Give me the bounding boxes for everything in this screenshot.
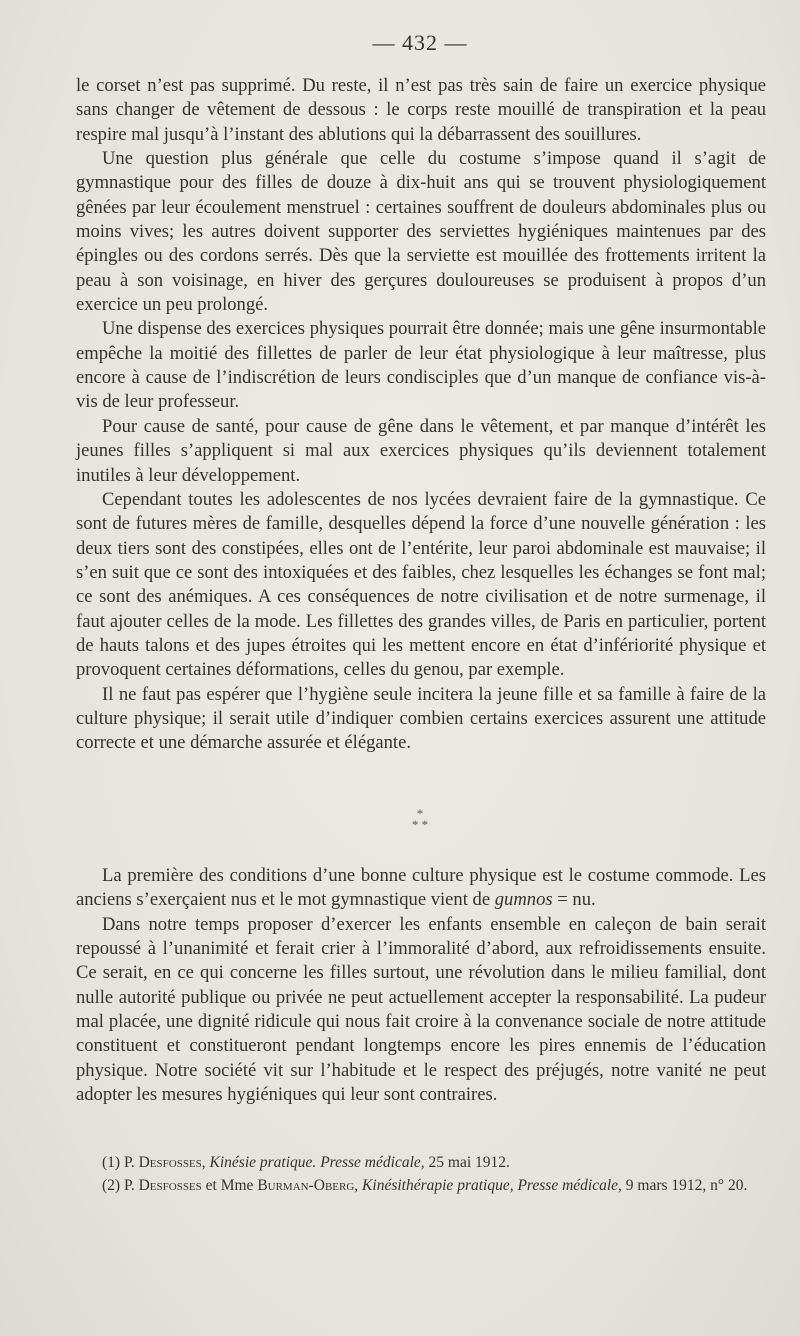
paragraph-modern-times: Dans notre temps proposer d’exercer les enfants ensemble en caleçon de bain serait repoussé à l’unanimité et ferait crier à l’immoralité d’abord, aux refroidissements ensuite. Ce serait, en ce qui concerne les filles surtout, une révolution dans le milieu familial, dont nulle autorité publique ou privée ne peut actuellement accepter la responsabilité. La pudeur mal placée, une dignité ridicule qui nous fait croire à la convenance sociale de notre attitude constituent et constitueront pendant longtemps encore les pires ennemis de l’éducation physique. Notre société vit sur l’habitude et le respect des préjugés, notre vanité ne peut adopter les mesures hygiéniques qui leur sont contraires. bbox=[76, 913, 766, 1106]
paragraph-dispensation: Une dispense des exercices physiques pourrait être donnée; mais une gêne insurmontable empêche la moitié des fillettes de parler de leur état physiologique à leur maîtresse, plus encore à cause de l’indiscrétion de leurs condisciples que d’un manque de confiance vis-à-vis de leur professeur. bbox=[76, 318, 766, 413]
page-number: — 432 — bbox=[372, 30, 468, 55]
footnote-1-journal: Presse médicale, bbox=[320, 1154, 425, 1171]
footnote-2-date: 9 mars 1912, n° 20. bbox=[625, 1177, 748, 1194]
footnote-1-number: (1) bbox=[102, 1154, 121, 1171]
footnote-2-title-mme: Mme bbox=[220, 1177, 254, 1194]
section-separator bbox=[0, 808, 800, 830]
footnote-1-author: P. Desfosses, bbox=[123, 1154, 206, 1171]
second-text-section bbox=[76, 864, 766, 1107]
costume-text-start: La première des conditions d’une bonne culture physique est le costume commode. Les anciens s’exerçaient nus et le mot gymnastique vient de bbox=[76, 865, 766, 911]
paragraph-menstrual-question: Une question plus générale que celle du costume s’impose quand il s’agit de gymnastique pour des filles de douze à dix-huit ans qui se trouvent physiologiquement gênées par leur écoulement menstruel : certaines souffrent de douleurs abdominales plus ou moins vives; les autres doivent supporter des serviettes hygiéniques maintenues par des épingles ou des cordons serrés. Dès que la serviette est mouillée des frottements irritent la peau à son voisinage, en hiver des gerçures douloureuses se produisent à propos d’un exercice un peu prolongé. bbox=[76, 148, 766, 316]
footnote-1-title: Kinésie pratique. bbox=[209, 1154, 317, 1171]
paragraph-adolescents: Cependant toutes les adolescentes de nos lycées devraient faire de la gymnastique. Ce sont de futures mères de famille, desquelles dépend la force d’une nouvelle génération : les deux tiers sont des constipées, elles ont de l’entérite, leur paroi abdominale est mauvaise; il s’en suit que ce sont des intoxiquées et des faibles, chez lesquelles les échanges se font mal; ce sont des anémiques. A ces conséquences de notre civilisation et de notre surmenage, il faut ajouter celles de la mode. Les fillettes des grandes villes, de Paris en particulier, portent de hauts talons et des jupes étroites qui les mettent encore en état d’infériorité physique et provoquent certaines déformations, celles du genou, par exemple. bbox=[76, 488, 766, 681]
main-text-section bbox=[76, 74, 766, 756]
footnote-2-author-1: P. Desfosses bbox=[123, 1177, 202, 1194]
footnotes bbox=[76, 1152, 766, 1198]
paragraph-costume bbox=[76, 864, 766, 913]
footnote-2-author-2: Burman-Oberg, bbox=[257, 1177, 359, 1194]
footnote-2-journal: Presse médicale, bbox=[517, 1177, 622, 1194]
footnote-2 bbox=[76, 1175, 766, 1196]
footnote-1 bbox=[76, 1152, 766, 1173]
separator-bottom-stars: * * bbox=[411, 817, 429, 832]
footnote-1-date: 25 mai 1912. bbox=[428, 1154, 510, 1171]
separator-top-star: * bbox=[416, 806, 424, 821]
costume-text-end: = nu. bbox=[552, 889, 596, 911]
paragraph-continuation: le corset n’est pas supprimé. Du reste, il n’est pas très sain de faire un exercice physique sans changer de vêtement de dessous : le corps reste mouillé de transpiration et la peau respire mal jusqu’à l’instant des ablutions qui la débarrassent des souillures. bbox=[76, 75, 766, 145]
footnote-2-and: et bbox=[205, 1177, 217, 1194]
paragraph-hygiene: Il ne faut pas espérer que l’hygiène seule incitera la jeune fille et sa famille à faire de la culture physique; il serait utile d’indiquer combien certains exercices assurent une attitude correcte et une démarche assurée et élégante. bbox=[76, 683, 766, 754]
footnote-2-number: (2) bbox=[102, 1177, 121, 1194]
paragraph-health-causes: Pour cause de santé, pour cause de gêne dans le vêtement, et par manque d’intérêt les jeunes filles s’appliquent si mal aux exercices physiques qu’ils deviennent totalement inutiles à leur développement. bbox=[76, 415, 766, 486]
gumnos-word: gumnos bbox=[494, 889, 553, 911]
footnote-2-title: Kinésithérapie pratique, bbox=[362, 1177, 514, 1194]
